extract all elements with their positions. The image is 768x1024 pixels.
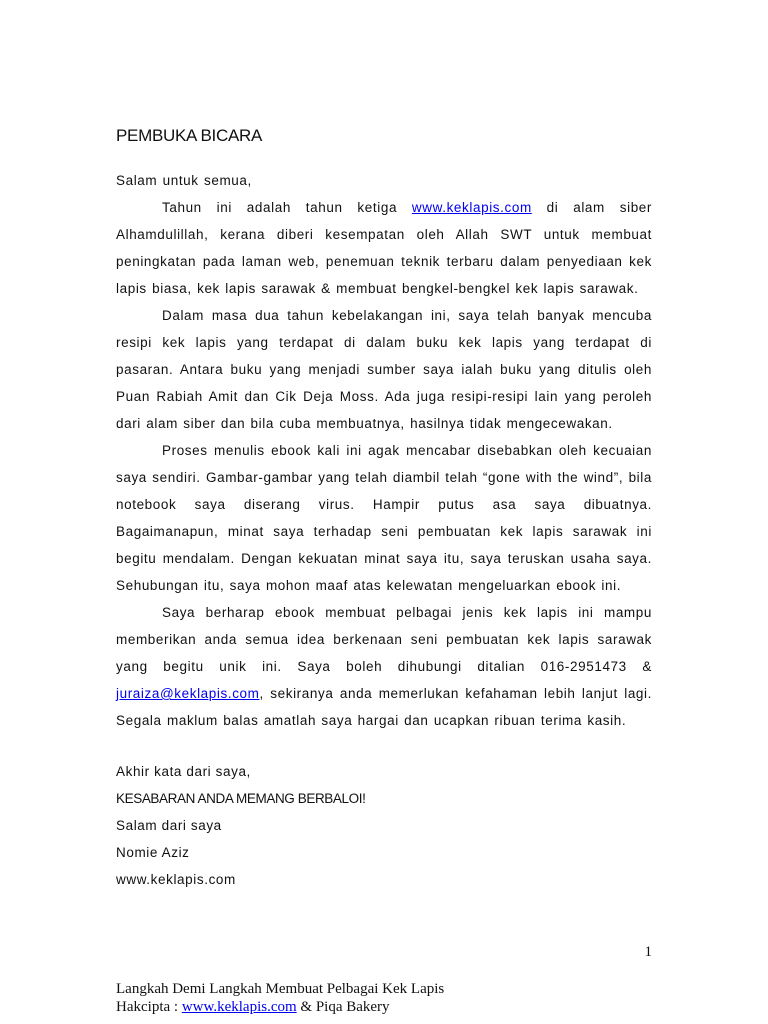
closing-line: Akhir kata dari saya, [116,764,251,779]
author-website: www.keklapis.com [116,872,236,887]
page-footer [116,980,444,1016]
body-text [116,167,652,734]
email-link[interactable]: juraiza@keklapis.com [116,686,260,701]
footer-copyright [116,998,444,1016]
page-title: PEMBUKA BICARA [116,126,263,145]
closing-slogan: KESABARAN ANDA MEMANG BERBALOI! [116,791,366,806]
closing-salutation: Salam dari saya [116,818,222,833]
paragraph-2: Dalam masa dua tahun kebelakangan ini, saya telah banyak mencuba resipi kek lapis yang terdapat di dalam buku kek lapis yang terdapat di pasaran. Antara buku yang menjadi sumber saya ialah buku yang ditulis oleh Puan Rabiah Amit dan Cik Deja Moss. Ada juga resipi-resipi lain yang peroleh dari alam siber dan bila cuba membuatnya, hasilnya tidak mengecewakan. [116,308,652,431]
page-number: 1 [644,944,652,960]
paragraph-3: Proses menulis ebook kali ini agak mencabar disebabkan oleh kecuaian saya sendiri. Gambar-gambar yang telah diambil telah “gone with the wind”, bila notebook saya diserang virus. Hampir putus asa saya dibuatnya. Bagaimanapun, minat saya terhadap seni pembuatan kek lapis sarawak ini begitu mendalam. Dengan kekuatan minat saya itu, saya teruskan usaha saya. Sehubungan itu, saya mohon maaf atas kelewatan mengeluarkan ebook ini. [116,443,652,593]
greeting: Salam untuk semua, [116,173,252,188]
paragraph-4-text-b: , sekiranya anda memerlukan kefahaman lebih lanjut lagi. Segala maklum balas amatlah saya hargai dan ucapkan ribuan terima kasih. [116,686,652,728]
closing-block [116,758,652,893]
footer-website-link[interactable]: www.keklapis.com [181,999,297,1015]
paragraph-1-text-b: di alam siber Alhamdulillah, kerana diberi kesempatan oleh Allah SWT untuk membuat peningkatan pada laman web, penemuan teknik terbaru dalam penyediaan kek lapis biasa, kek lapis sarawak & membuat bengkel-bengkel kek lapis sarawak. [116,200,653,296]
paragraph-4-text-a: Saya berharap ebook membuat pelbagai jenis kek lapis ini mampu memberikan anda semua idea berkenaan seni pembuatan kek lapis sarawak yang begitu unik ini. Saya boleh dihubungi ditalian 016-2951473 & [116,605,652,674]
website-link[interactable]: www.keklapis.com [411,200,532,215]
footer-copyright-owner: & Piqa Bakery [296,999,390,1015]
footer-title: Langkah Demi Langkah Membuat Pelbagai Kek Lapis [116,981,445,997]
paragraph-1-text-a: Tahun ini adalah tahun ketiga [162,200,412,215]
footer-copyright-label: Hakcipta : [116,999,182,1015]
paragraph-1 [116,194,652,302]
author-name: Nomie Aziz [116,845,190,860]
paragraph-4 [116,599,652,734]
